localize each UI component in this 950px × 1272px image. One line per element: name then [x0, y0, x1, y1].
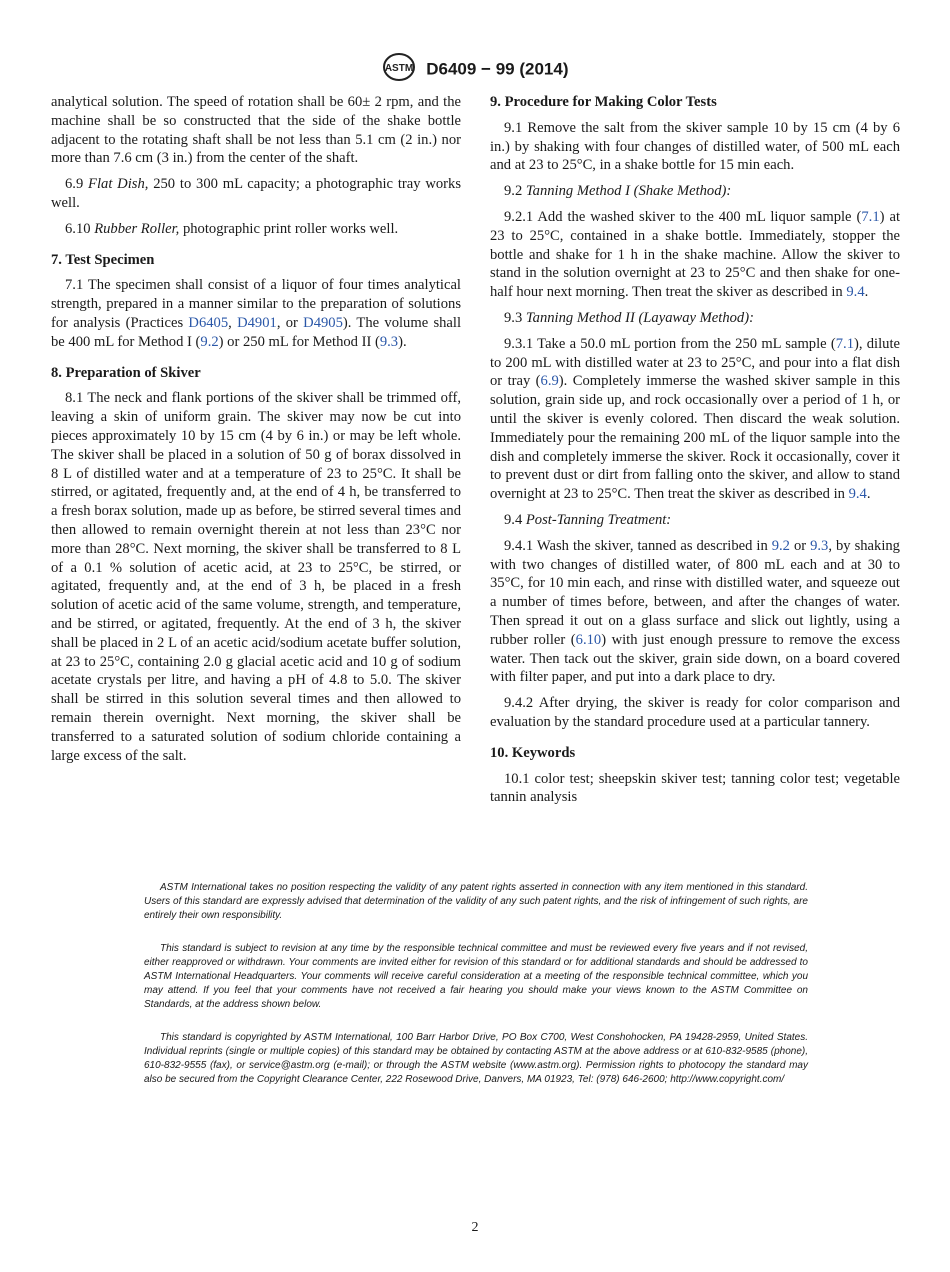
section-heading — [51, 364, 461, 383]
text: 8. Preparation of Skiver — [51, 364, 201, 381]
item-title: Flat Dish, — [88, 176, 149, 193]
text: , or — [276, 314, 304, 331]
text: 9.4 — [504, 511, 526, 528]
cross-reference-link[interactable]: D6405 — [188, 314, 229, 331]
text: 6.9 — [65, 176, 89, 193]
text: 9.1 Remove the salt from the skiver sample 10 by 15 cm (4 by 6 in.) by shaking with four changes of distilled water, of 500 mL each and at 23 to 25°C, in a shake bottle for 15 min each. — [490, 119, 900, 174]
text: ). Completely immerse the washed skiver sample in this solution, grain side up, and rock occasionally over a period of 1 h, or until the skiver is evenly colored. Then discard the weak solution. Immediately pour the remaining 200 mL of the liquor sample into the dish and completely immerse the skiver. Rock it occasionally, cover it to prevent dust or dirt from falling onto the skiver, and allow to stand overnight at 23 to 25°C. Then treat the skiver as described in — [490, 373, 900, 503]
text: 9.4.2 After drying, the skiver is ready for color comparison and evaluation by the standard procedure used at a particular tannery. — [490, 695, 900, 730]
text: 9.3.1 Take a 50.0 mL portion from the 250 mL sample ( — [504, 335, 836, 352]
text: 6.10 — [65, 220, 95, 237]
text: , by shaking with two changes of distilled water, of 800 mL each and at 30 to 35°C, for 10 min each, and rinse with distilled water, and squeeze out a number of times before, between, and after the changes of water. Then spread it out on a glass surface and slick out lightly, using a rubber roller ( — [490, 537, 900, 648]
section-heading — [51, 251, 461, 270]
text: 9. Procedure for Making Color Tests — [490, 94, 717, 110]
item-title: Tanning Method II (Layaway Method): — [525, 309, 754, 326]
cross-reference-link[interactable]: D4901 — [237, 314, 277, 331]
cross-reference-link[interactable]: 7.1 — [835, 335, 854, 352]
text: ) or 250 mL for Method II ( — [218, 333, 380, 350]
text: 8.1 The neck and flank portions of the skiver shall be trimmed off, leaving a skin of uniform grain. The skiver may now be cut into pieces approximately 10 by 15 cm (4 by 6 in.) or may be left whole. The skiver shall be placed in a solution of 50 g of borax dissolved in 8 L of distilled water and at a temperature of 23 to 25°C. It shall be stirred, or agitated, frequently and, at the end of 4 h, be transferred to a fresh borax solution, made up as before, be stirred several times and then allowed to remain overnight therein at not less than 23°C nor more than 28°C. Next morning, the skiver shall be transferred to 8 L of a 0.1 % solution of acetic acid, at 23 to 25°C, be stirred, or agitated, frequently and, at the end of 3 h, be placed in a fresh solution of acetic acid of the same volume, strength, and temperature, and be stirred, or agitated, frequently. At the end of 3 h, the skiver shall be placed in 2 L of an acetic acid/sodium acetate buffer solution, at 23 to 25°C, containing 2.0 g glacial acetic acid and 10 g of sodium acetate crystals per litre, and having a pH of 4.8 to 5.0. The skiver shall be stirred in this solution several times and then allowed to remain therein overnight. Next morning, the skiver shall be transferred to a saturated solution of sodium chloride containing a large excess of the salt. — [51, 390, 461, 764]
page-header — [0, 52, 950, 87]
item-title: Post-Tanning Treatment: — [525, 511, 672, 528]
legal-notes — [144, 881, 808, 1107]
patent-notice: ASTM International takes no position respecting the validity of any patent rights asserted in connection with any item mentioned in this standard. Users of this standard are expressly advised that determination of the validity of any such patent rights, and the risk of infringement of such rights, are entirely their own responsibility. — [144, 882, 808, 921]
text: 9.2.1 Add the washed skiver to the 400 mL liquor sample ( — [504, 208, 862, 225]
paragraph — [490, 208, 900, 302]
paragraph — [51, 175, 461, 213]
text: 9.3 — [504, 309, 526, 326]
left-column — [51, 93, 461, 772]
paragraph — [490, 537, 900, 687]
text: 10.1 color test; sheepskin skiver test; tanning color test; vegetable tannin analysis — [490, 770, 900, 806]
paragraph — [490, 335, 900, 504]
page-number: 2 — [471, 1220, 479, 1235]
svg-text:ASTM: ASTM — [384, 63, 413, 74]
text: 250 to 300 mL capacity; a photographic tray works well. — [51, 176, 461, 211]
paragraph — [490, 511, 900, 530]
text: ) with just enough pressure to remove the excess water. Then tack out the skiver, grain side down, on a board covered with filter paper, and put into a dark place to dry. — [490, 631, 900, 686]
cross-reference-link[interactable]: 6.9 — [540, 373, 559, 390]
revision-notice: This standard is subject to revision at any time by the responsible technical committee and must be reviewed every five years and if not revised, either reapproved or withdrawn. Your comments are invited either for revision of this standard or for additional standards and should be addressed to ASTM International Headquarters. Your comments will receive careful consideration at a meeting of the responsible technical committee, which you may attend. If you feel that your comments have not received a fair hearing you should make your views known to the ASTM Committee on Standards, at the address shown below. — [144, 943, 808, 1010]
paragraph — [490, 182, 900, 201]
text: 9.4.1 Wash the skiver, tanned as described in — [504, 537, 772, 554]
paragraph — [51, 276, 461, 351]
cross-reference-link[interactable]: 9.2 — [771, 537, 790, 554]
cross-reference-link[interactable]: 9.4 — [846, 284, 865, 301]
cross-reference-link[interactable]: 9.2 — [200, 333, 219, 350]
document-designation: D6409 − 99 (2014) — [426, 59, 569, 79]
astm-logo-icon — [382, 52, 416, 87]
paragraph — [490, 694, 900, 732]
text: , — [228, 314, 238, 331]
text: ), dilute to 200 mL with distilled water at 23 to 25°C, and pour into a flat dish or tray ( — [490, 335, 900, 390]
item-title: Rubber Roller, — [94, 220, 180, 237]
text: analytical solution. The speed of rotation shall be 60± 2 rpm, and the machine shall be so constructed that the side of the shake bottle adjacent to the rotating shaft shall be not less than 5.1 cm (2 in.) nor more than 7.6 cm (3 in.) from the center of the shaft. — [51, 94, 461, 167]
text: ). The volume shall be 400 mL for Method I ( — [51, 314, 462, 350]
right-column — [490, 93, 900, 814]
text: 7. Test Specimen — [51, 251, 155, 268]
copyright-notice: This standard is copyrighted by ASTM International, 100 Barr Harbor Drive, PO Box C700, West Conshohocken, PA 19428-2959, United States. Individual reprints (single or multiple copies) of this standard may be obtained by contacting ASTM at the above address or at 610-832-9585 (phone), 610-832-9555 (fax), or service@astm.org (e-mail); or through the ASTM website (www.astm.org). Permission rights to photocopy the standard may also be secured from the Copyright Clearance Center, 222 Rosewood Drive, Danvers, MA 01923, Tel: (978) 646-2600; http://www.copyright.com/ — [144, 1032, 808, 1085]
cross-reference-link[interactable]: 7.1 — [861, 208, 880, 225]
paragraph — [51, 220, 461, 239]
text: photographic print roller works well. — [179, 220, 399, 237]
cross-reference-link[interactable]: 6.10 — [575, 631, 602, 648]
item-title: Tanning Method I (Shake Method): — [525, 183, 732, 200]
text: or — [789, 537, 811, 554]
cross-reference-link[interactable]: D4905 — [303, 314, 343, 331]
paragraph — [51, 389, 461, 765]
paragraph — [490, 770, 900, 808]
text: . — [864, 284, 869, 301]
text: 9.2 — [504, 183, 526, 200]
paragraph — [490, 309, 900, 328]
cross-reference-link[interactable]: 9.3 — [810, 537, 829, 554]
text: ) at 23 to 25°C, contained in a shake bottle. Immediately, stopper the bottle and shake for 1 h in the shake machine. Allow the skiver to stand in the solution overnight at 23 to 25°C and then shake for one-half hour next morning. Then treat the skiver as described in — [490, 208, 900, 301]
text: 7.1 The specimen shall consist of a liquor of four times analytical strength, prepared in a manner similar to the preparation of solutions for analysis (Practices — [51, 277, 461, 331]
section-heading — [490, 93, 900, 112]
text: 10. Keywords — [490, 744, 576, 761]
section-heading — [490, 744, 900, 763]
text: ). — [398, 333, 407, 350]
cross-reference-link[interactable]: 9.4 — [848, 486, 867, 503]
text: . — [866, 486, 871, 503]
paragraph — [51, 93, 461, 168]
paragraph — [490, 119, 900, 175]
cross-reference-link[interactable]: 9.3 — [379, 333, 399, 350]
